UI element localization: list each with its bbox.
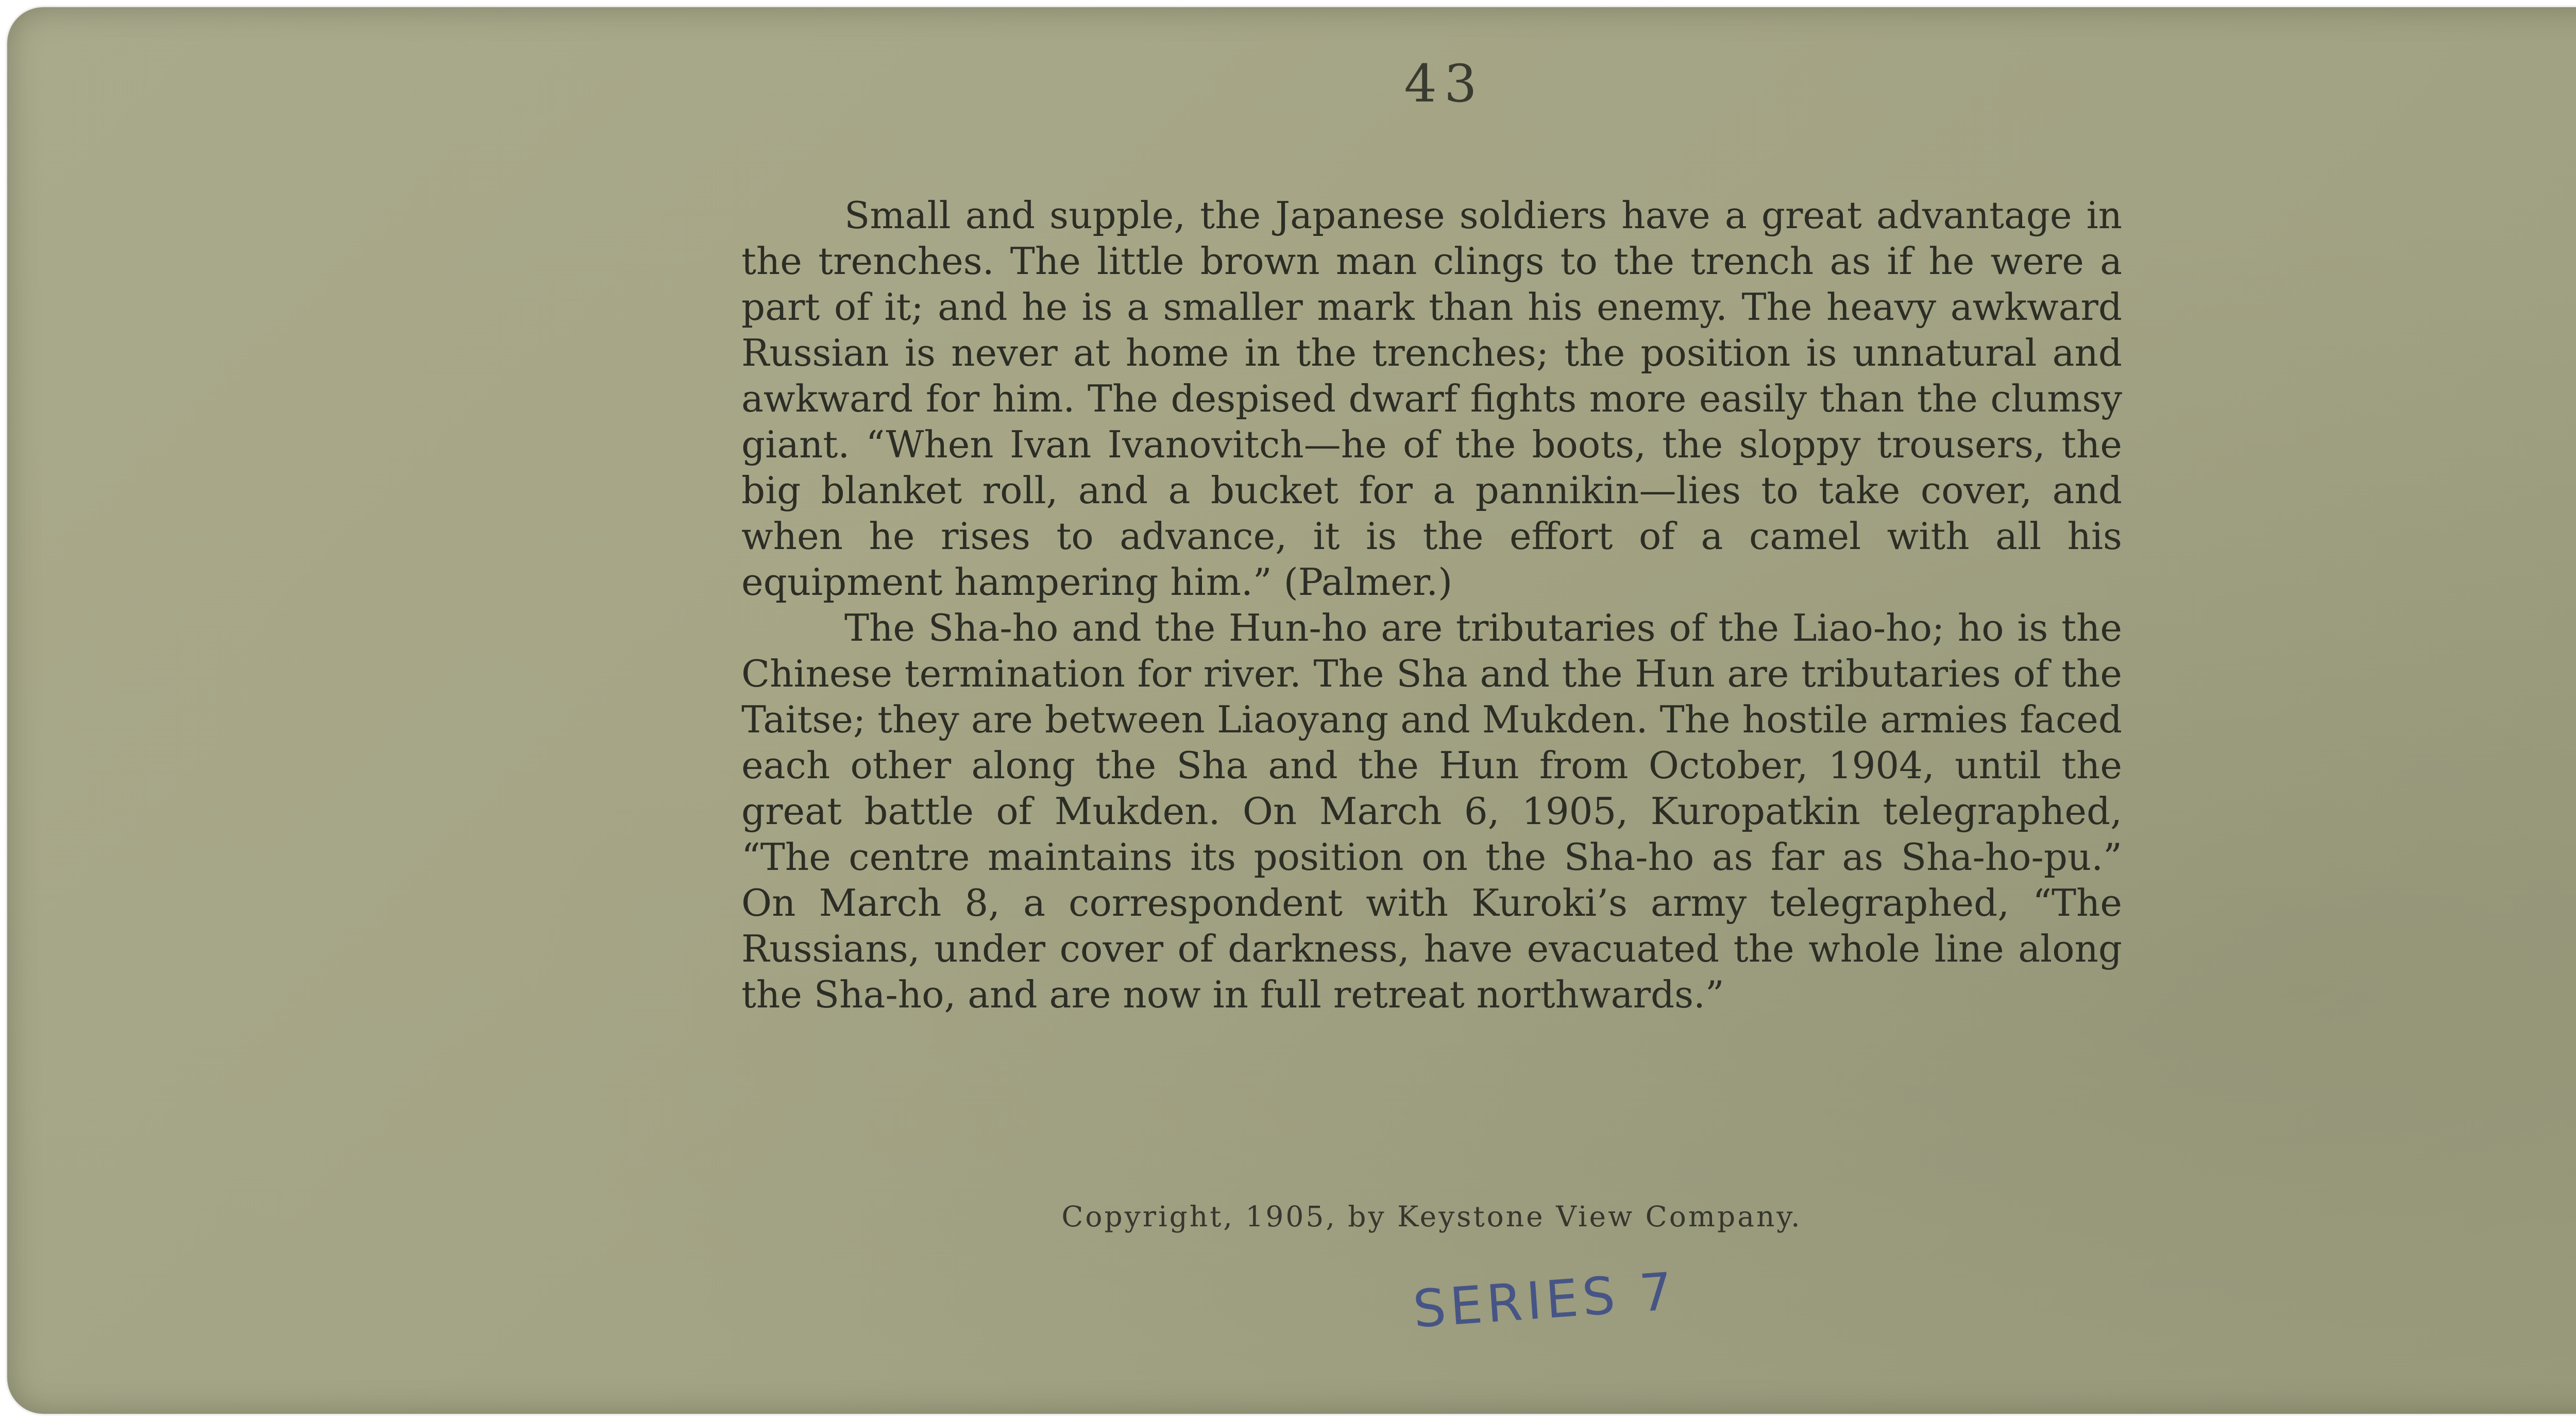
copyright-line: Copyright, 1905, by Keystone View Company. [1061,1200,1802,1233]
paragraph-trenches: Small and supple, the Japanese soldiers have a great advantage in the trenches. The little brown man clings to the trench as if he were a part of it; and he is a smaller mark than his enemy. The heavy awkward Russian is never at home in the trenches; the position is unnatural and awkward for him. The despised dwarf fights more easily than the clumsy giant. “When Ivan Ivanovitch—he of the boots, the sloppy trousers, the big blanket roll, and a bucket for a pannikin—lies to take cover, and when he rises to advance, it is the effort of a camel with all his equipment hampering him.” (Palmer.) [741,194,2122,604]
caption-text [741,193,2122,1018]
paragraph-sha-ho: The Sha-ho and the Hun-ho are tributaries of the Liao-ho; ho is the Chinese termination for river. The Sha and the Hun are tributaries of the Taitse; they are between Liaoyang and Mukden. The hostile armies faced each other along the Sha and the Hun from October, 1904, until the great battle of Mukden. On March 6, 1905, Kuropatkin telegraphed, “The centre maintains its position on the Sha-ho as far as Sha-ho-pu.” On March 8, a correspondent with Kuroki’s army telegraphed, “The Russians, under cover of darkness, have evacuated the whole line along the Sha-ho, and are now in full retreat northwards.” [741,606,2122,1016]
card-number: 43 [1404,54,1484,114]
stereoview-card-back [7,7,2576,1414]
series-stamp: SERIES 7 [1411,1261,1679,1340]
